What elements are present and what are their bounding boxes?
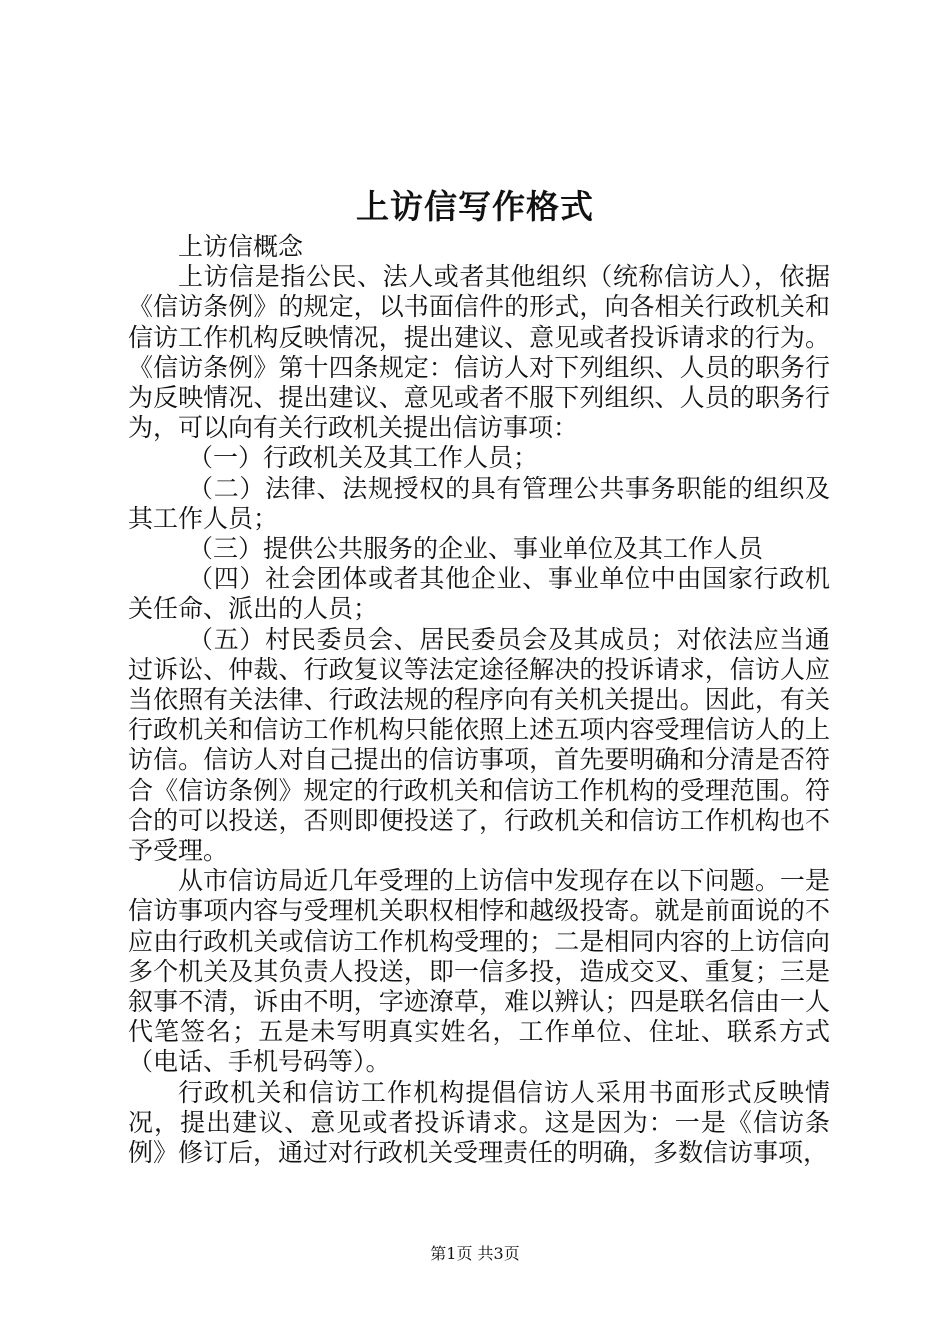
paragraph-problems: 从市信访局近几年受理的上访信中发现存在以下问题。一是信访事项内容与受理机关职权相悖和越级投寄。就是前面说的不应由行政机关或信访工作机构受理的；二是相同内容的上访信向多个机关及其负责人投送，即一信多投，造成交叉、重复；三是叙事不清，诉由不明，字迹潦草，难以辨认；四是联名信由一人代笔签名；五是未写明真实姓名，工作单位、住址、联系方式（电话、手机号码等）。	[128, 866, 830, 1077]
section-heading: 上访信概念	[178, 232, 304, 261]
list-item-1: （一）行政机关及其工作人员；	[188, 443, 539, 473]
page-title: 上访信写作格式	[356, 187, 594, 226]
paragraph-definition: 上访信是指公民、法人或者其他组织（统称信访人），依据《信访条例》的规定，以书面信件的形式，向各相关行政机关和信访工作机构反映情况，提出建议、意见或者投诉请求的行为。《信访条例》第十四条规定：信访人对下列组织、人员的职务行为反映情况、提出建议、意见或者不服下列组织、人员的职务行为，可以向有关行政机关提出信访事项：	[128, 262, 830, 443]
list-item-5: （五）村民委员会、居民委员会及其成员；对依法应当通过诉讼、仲裁、行政复议等法定途径解决的投诉请求，信访人应当依照有关法律、行政法规的程序向有关机关提出。因此，有关行政机关和信访工作机构只能依照上述五项内容受理信访人的上访信。信访人对自己提出的信访事项，首先要明确和分清是否符合《信访条例》规定的行政机关和信访工作机构的受理范围。符合的可以投送，否则即便投送了，行政机关和信访工作机构也不予受理。	[128, 624, 830, 866]
document-body	[128, 232, 830, 1168]
list-item-3: （三）提供公共服务的企业、事业单位及其工作人员	[188, 534, 764, 564]
list-item-4: （四）社会团体或者其他企业、事业单位中由国家行政机关任命、派出的人员；	[128, 564, 830, 624]
list-item-2: （二）法律、法规授权的具有管理公共事务职能的组织及其工作人员；	[128, 473, 830, 533]
paragraph-recommendation: 行政机关和信访工作机构提倡信访人采用书面形式反映情况，提出建议、意见或者投诉请求。这是因为：一是《信访条例》修订后，通过对行政机关受理责任的明确，多数信访事项，	[128, 1077, 830, 1168]
page-footer: 第1页 共3页	[430, 1244, 520, 1263]
